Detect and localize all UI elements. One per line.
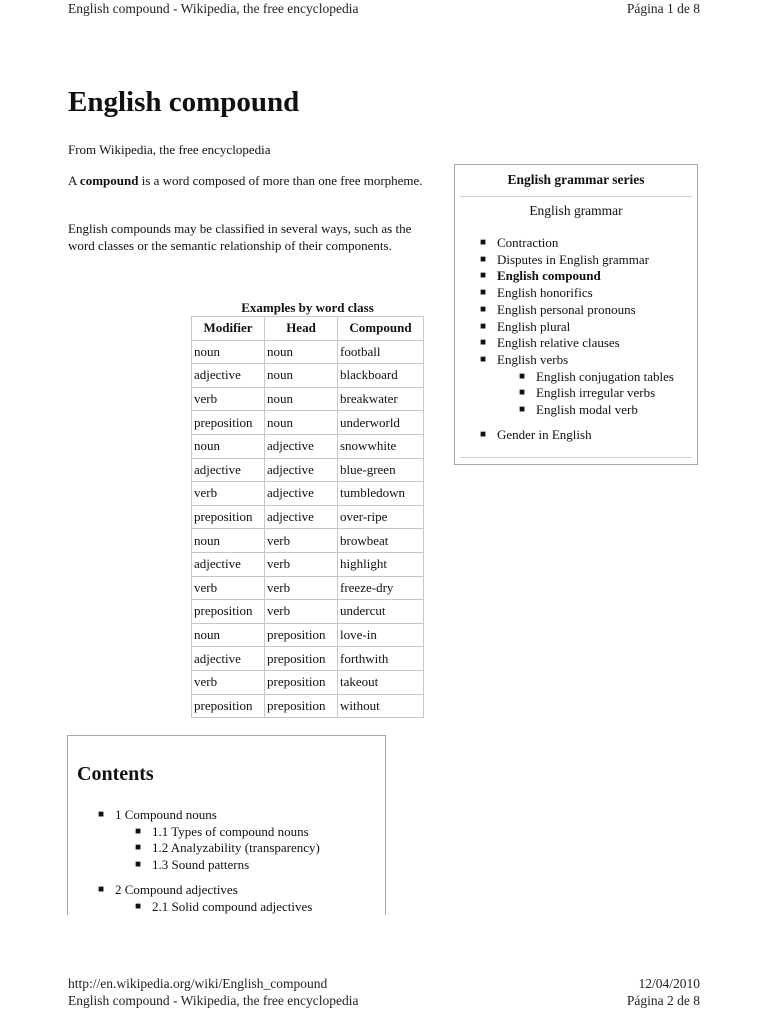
toc-list [98,807,320,915]
cell-head: noun [265,387,338,411]
cell-modifier: noun [192,434,265,458]
toc-item-analyzability[interactable] [135,840,320,857]
navbox-item-label: Contraction [497,235,559,250]
bullet-icon: ■ [98,883,105,895]
bullet-icon: ■ [480,287,487,299]
cell-modifier: preposition [192,411,265,435]
navbox-item-modal-verb[interactable] [519,402,674,419]
print-footer-page: Página 2 de 8 [626,993,700,1008]
table-row [192,529,424,553]
col-header-compound: Compound [338,317,424,341]
page-title: English compound [68,86,300,118]
cell-head: verb [265,529,338,553]
intro-term: compound [79,173,139,188]
navbox-item-label: English compound [497,268,601,284]
classification-paragraph: English compounds may be classified in several ways, such as the word classes or the semantic relationship of their components. [68,221,412,253]
toc-sublist [115,824,320,874]
print-footer-date: 12/04/2010 [638,976,700,991]
table-row [192,387,424,411]
cell-modifier: preposition [192,600,265,624]
cell-compound[interactable]: over-ripe [338,505,424,529]
table-row [192,340,424,364]
cell-modifier: adjective [192,647,265,671]
cell-modifier: verb [192,670,265,694]
table-row [192,694,424,718]
navbox-item-irregular-verbs[interactable] [519,385,674,402]
cell-modifier: adjective [192,458,265,482]
table-row [192,458,424,482]
navbox-item-contraction[interactable] [480,235,674,252]
toc-item-label: 2.1 Solid compound adjectives [152,898,313,914]
cell-compound[interactable]: undercut [338,600,424,624]
cell-modifier: verb [192,576,265,600]
grammar-series-navbox [454,164,698,465]
col-header-head: Head [265,317,338,341]
cell-compound[interactable]: underworld [338,411,424,435]
bullet-icon: ■ [480,353,487,365]
navbox-item-disputes[interactable] [480,252,674,269]
bullet-icon: ■ [480,303,487,315]
bullet-icon: ■ [480,337,487,349]
toc-item-label: 2 Compound adjectives [115,881,238,897]
bullet-icon: ■ [480,270,487,282]
navbox-list [480,235,674,443]
table-row [192,411,424,435]
cell-modifier: verb [192,482,265,506]
navbox-item-label: English modal verb [536,402,638,418]
cell-compound[interactable]: snowwhite [338,434,424,458]
navbox-item-label: English plural [497,318,571,334]
examples-table-body [192,340,424,718]
navbox-item-label: English honorifics [497,285,593,301]
intro-text-post: is a word composed of more than one free morpheme. [138,173,423,188]
navbox-item-gender[interactable] [480,427,674,444]
bullet-icon: ■ [480,428,487,440]
table-row [192,623,424,647]
cell-head: verb [265,576,338,600]
toc-item-label: 1.2 Analyzability (transparency) [152,840,320,856]
cell-head: preposition [265,694,338,718]
table-row [192,576,424,600]
from-wikipedia: From Wikipedia, the free encyclopedia [68,142,271,157]
navbox-item-relative-clauses[interactable] [480,335,674,352]
navbox-title: English grammar series [507,172,645,187]
cell-compound[interactable]: football [338,340,424,364]
table-row [192,670,424,694]
navbox-item-label: English verbs [497,351,569,367]
navbox-item-label: English conjugation tables [536,368,674,384]
examples-table-caption: Examples by word class [241,300,374,315]
table-row [192,647,424,671]
print-header-title: English compound - Wikipedia, the free encyclopedia [68,1,359,16]
cell-modifier: preposition [192,694,265,718]
cell-compound[interactable]: love-in [338,623,424,647]
cell-modifier: verb [192,387,265,411]
cell-modifier: adjective [192,364,265,388]
bullet-icon: ■ [135,859,142,871]
cell-head: noun [265,340,338,364]
cell-compound[interactable]: forthwith [338,647,424,671]
bullet-icon: ■ [98,809,105,820]
cell-head: preposition [265,670,338,694]
navbox-item-label: English personal pronouns [497,301,636,317]
cell-head: verb [265,552,338,576]
cell-modifier: adjective [192,552,265,576]
cell-head: adjective [265,505,338,529]
table-of-contents [67,735,386,915]
cell-compound[interactable]: breakwater [338,387,424,411]
cell-head: preposition [265,623,338,647]
toc-item-compound-adjectives[interactable] [98,882,320,915]
toc-sublist [115,899,320,915]
navbox-item-plural[interactable] [480,319,674,336]
cell-head: adjective [265,434,338,458]
cell-head: adjective [265,458,338,482]
navbox-verbs-sublist [497,369,674,419]
cell-head: adjective [265,482,338,506]
examples-header-row [192,317,424,341]
col-header-modifier: Modifier [192,317,265,341]
intro-paragraph [68,172,423,189]
print-header-page: Página 1 de 8 [626,1,700,16]
table-row [192,552,424,576]
toc-item-label: 1.3 Sound patterns [152,857,250,873]
cell-head: verb [265,600,338,624]
toc-item-label: 1.1 Types of compound nouns [152,823,309,839]
cell-compound[interactable]: highlight [338,552,424,576]
toc-item-label: 1 Compound nouns [115,807,217,822]
bullet-icon: ■ [480,320,487,332]
table-row [192,600,424,624]
toc-item-compound-nouns[interactable] [98,807,320,874]
examples-table-wrap [191,300,424,718]
navbox-item-personal-pronouns[interactable] [480,302,674,319]
cell-head: noun [265,364,338,388]
bullet-icon: ■ [135,842,142,854]
intro-text-pre: A [68,173,80,188]
bullet-icon: ■ [135,825,142,837]
bullet-icon: ■ [480,237,487,248]
table-row [192,505,424,529]
navbox-item-verbs[interactable] [480,352,674,419]
table-row [192,364,424,388]
navbox-item-conjugation-tables[interactable] [519,369,674,386]
toc-title: Contents [77,763,154,785]
table-row [192,434,424,458]
toc-item-types[interactable] [135,824,320,841]
navbox-item-honorifics[interactable] [480,285,674,302]
navbox-divider [460,196,692,197]
navbox-subtitle-link[interactable]: English grammar [529,203,623,218]
cell-compound[interactable]: blackboard [338,364,424,388]
cell-modifier: noun [192,529,265,553]
cell-head: noun [265,411,338,435]
navbox-item-label: English irregular verbs [536,385,656,401]
navbox-bottom-divider [460,457,692,458]
cell-compound[interactable]: blue-green [338,458,424,482]
cell-compound[interactable]: takeout [338,670,424,694]
toc-item-sound-patterns[interactable] [135,857,320,874]
print-footer-title: English compound - Wikipedia, the free encyclopedia [68,993,359,1008]
cell-compound[interactable]: freeze-dry [338,576,424,600]
toc-item-solid-compound-adjectives[interactable] [135,899,320,915]
bullet-icon: ■ [480,253,487,265]
table-row [192,482,424,506]
cell-modifier: noun [192,623,265,647]
cell-compound[interactable]: browbeat [338,529,424,553]
navbox-item-english-compound [480,268,674,285]
navbox-item-label: Disputes in English grammar [497,251,650,267]
print-footer-url: http://en.wikipedia.org/wiki/English_compound [68,976,328,991]
bullet-icon: ■ [135,900,142,912]
bullet-icon: ■ [519,387,526,399]
cell-head: preposition [265,647,338,671]
bullet-icon: ■ [519,370,526,382]
cell-compound[interactable]: tumbledown [338,482,424,506]
bullet-icon: ■ [519,404,526,416]
navbox-item-label: Gender in English [497,426,592,442]
cell-compound[interactable]: without [338,694,424,718]
cell-modifier: preposition [192,505,265,529]
navbox-item-label: English relative clauses [497,335,620,351]
cell-modifier: noun [192,340,265,364]
examples-table [191,316,424,718]
